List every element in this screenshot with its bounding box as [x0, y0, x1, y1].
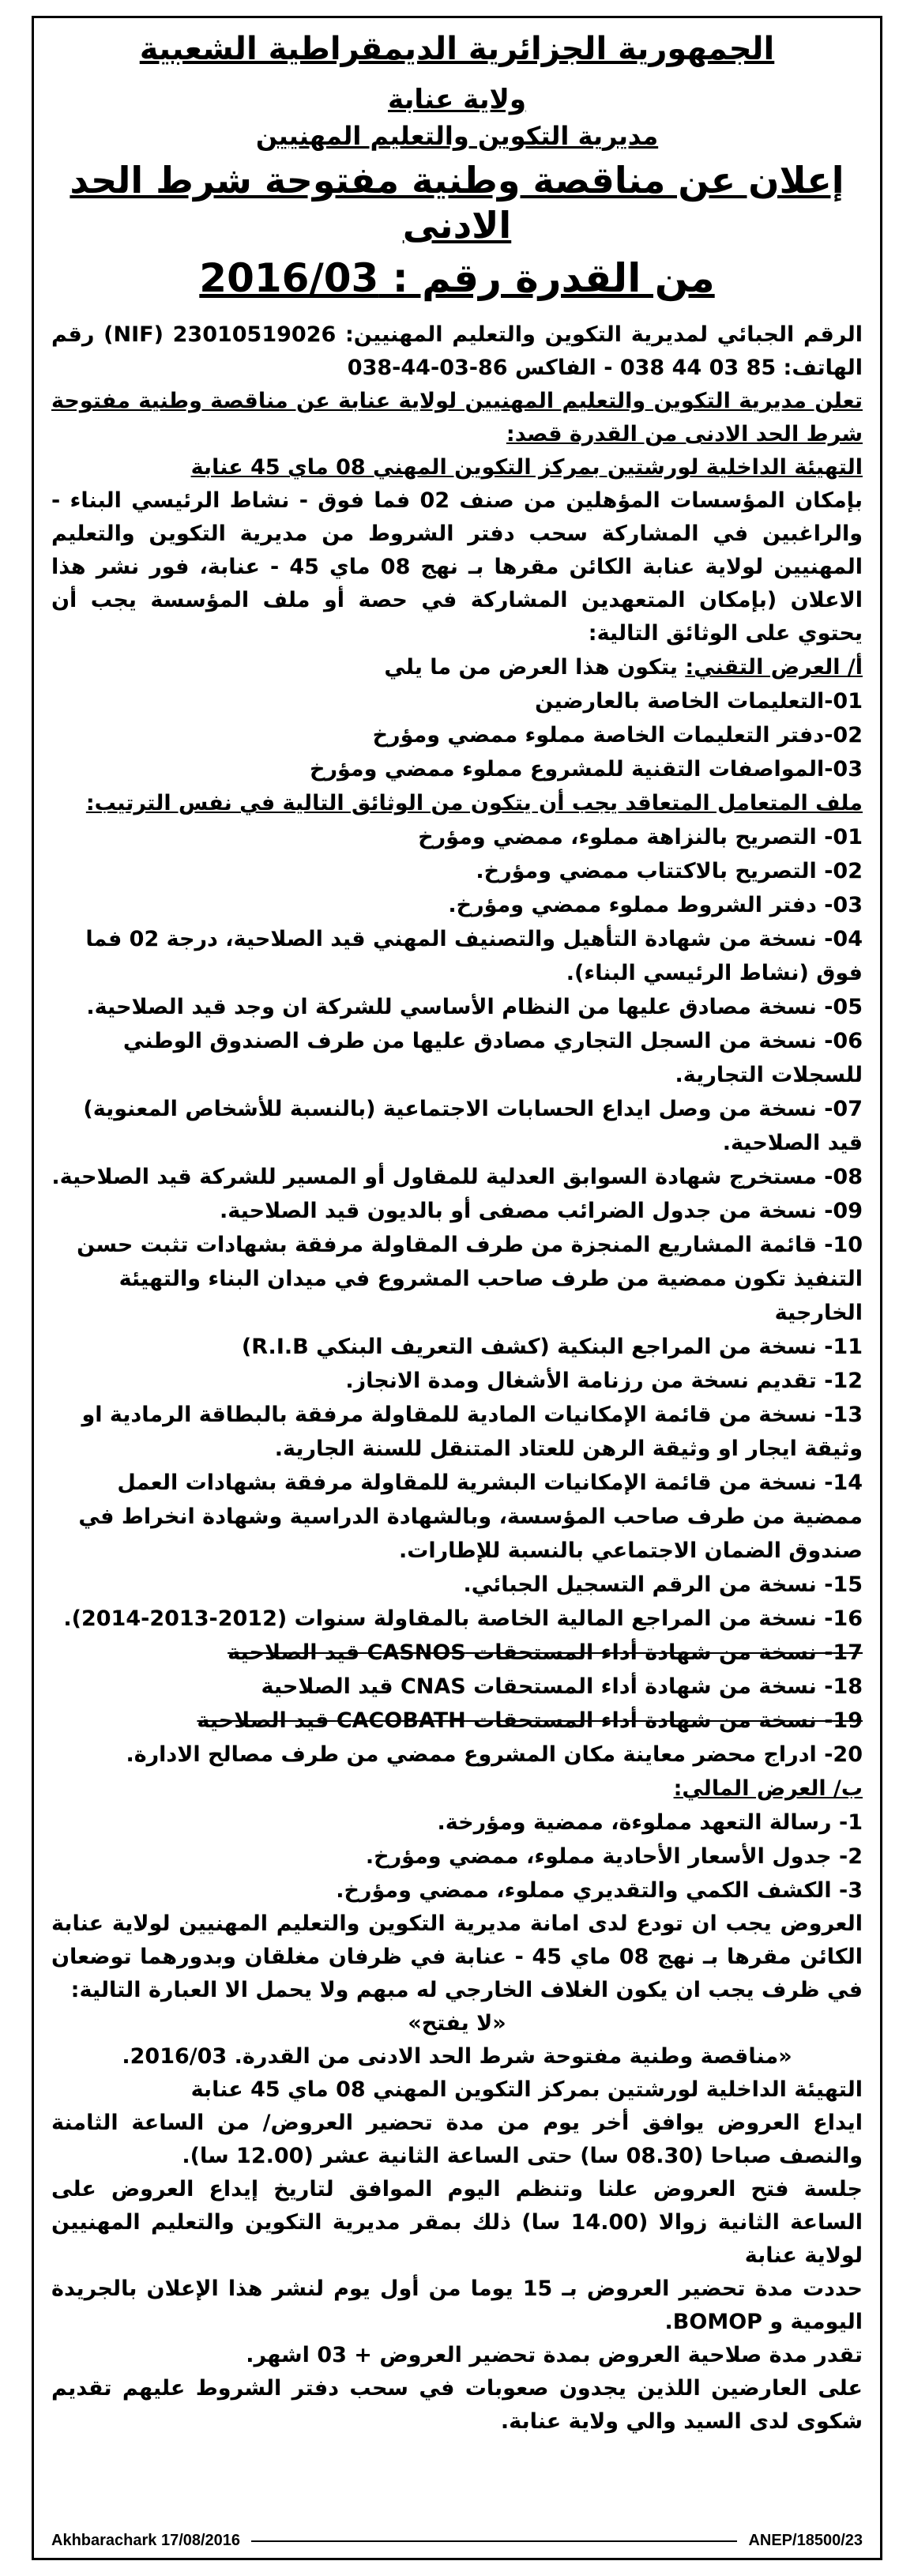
contractor-item: 13- نسخة من قائمة الإمكانيات المادية للمقاولة مرفقة بالبطاقة الرمادية او وثيقة ايجار او وثيقة الرهن للعتاد المتنقل للسنة الجارية. [81, 1403, 863, 1461]
technical-item: 03-المواصفات التقنية للمشروع مملوء ممضي ومؤرخ [309, 757, 863, 781]
deposit-hours: ايداع العروض يوافق أخر يوم من مدة تحضير العروض/ من الساعة الثامنة والنصف صباحا (08.30 سا) حتى الساعة الثانية عشر (12.00 سا). [51, 2111, 863, 2168]
footer-rule [251, 2540, 737, 2542]
contractor-item: 05- نسخة مصادق عليها من النظام الأساسي للشركة ان وجد قيد الصلاحية. [86, 995, 863, 1019]
contractor-item: 03- دفتر الشروط مملوء ممضي ومؤرخ. [448, 893, 863, 917]
contractor-item: 09- نسخة من جدول الضرائب مصفى أو بالديون قيد الصلاحية. [219, 1199, 863, 1223]
submission-instructions: العروض يجب ان تودع لدى امانة مديرية التكوين والتعليم المهنيين لولاية عنابة الكائن مقرها بـ نهج 08 ماي 45 - عنابة في ظرفان مغلقان وبدورهما توضعان في ظرف يجب ان يكون الغلاف الخارجي له مبهم ولا يحمل الا العبارة التالية: [51, 1911, 863, 2002]
tender-envelope-label: «مناقصة وطنية مفتوحة شرط الحد الادنى من القدرة. 2016/03. [122, 2044, 792, 2069]
technical-item: 01-التعليمات الخاصة بالعارضين [535, 689, 863, 714]
intro-announcement: تعلن مديرية التكوين والتعليم المهنيين لولاية عنابة عن مناقصة وطنية مفتوحة شرط الحد الادنى من القدرة قصد: [51, 389, 863, 446]
contractor-item: 02- التصريح بالاكتتاب ممضي ومؤرخ. [476, 859, 863, 883]
wilaya-name: ولاية عنابة [388, 84, 526, 115]
contractor-item: 12- تقديم نسخة من رزنامة الأشغال ومدة الانجاز. [345, 1369, 863, 1393]
complaints-notice: على العارضين اللذين يجدون صعوبات في سحب دفتر الشروط عليهم تقديم شكوى لدى السيد والي ولاية عنابة. [51, 2376, 863, 2434]
intro-tax-id: الرقم الجبائي لمديرية التكوين والتعليم المهنيين: 23010519026 (NIF) رقم الهاتف: 85 03 44 038 - الفاكس 86-03-44-038 [51, 322, 863, 380]
financial-item: 2- جدول الأسعار الأحادية مملوء، ممضي ومؤرخ. [365, 1844, 863, 1869]
contractor-item: 04- نسخة من شهادة التأهيل والتصنيف المهني قيد الصلاحية، درجة 02 فما فوق (نشاط الرئيسي البناء). [85, 927, 863, 985]
financial-offer-heading: ب/ العرض المالي: [673, 1776, 863, 1801]
technical-item: 02-دفتر التعليمات الخاصة مملوء ممضي ومؤرخ [372, 723, 863, 748]
contractor-item: 19- نسخة من شهادة أداء المستحقات CACOBATH قيد الصلاحية [197, 1708, 863, 1733]
publication-footer [51, 2532, 863, 2550]
contractor-item: 17- نسخة من شهادة أداء المستحقات CASNOS قيد الصلاحية [228, 1640, 863, 1665]
do-not-open-label: «لا يفتح» [408, 2011, 506, 2036]
announcement-title: إعلان عن مناقصة وطنية مفتوحة شرط الحد الادنى [70, 158, 844, 247]
contractor-item: 08- مستخرج شهادة السوابق العدلية للمقاول أو المسير للشركة قيد الصلاحية. [51, 1165, 863, 1189]
technical-offer-heading: أ/ العرض التقني: يتكون هذا العرض من ما يلي [384, 655, 863, 680]
anep-reference: ANEP/18500/23 [748, 2532, 863, 2549]
opening-session: جلسة فتح العروض علنا وتنظم اليوم الموافق لتاريخ إيداع العروض على الساعة الثانية زوالا (14.00 سا) ذلك بمقر مديرية التكوين والتعليم المهنيين لولاية عنابة [51, 2177, 863, 2268]
financial-item: 1- رسالة التعهد مملوءة، ممضية ومؤرخة. [437, 1810, 863, 1835]
intro-project: التهيئة الداخلية لورشتين بمركز التكوين المهني 08 ماي 45 عنابة [190, 455, 863, 480]
announcement-frame [32, 16, 882, 2560]
announcement-number: من القدرة رقم : 2016/03 [199, 254, 715, 301]
document-header [51, 29, 863, 303]
contractor-item: 10- قائمة المشاريع المنجزة من طرف المقاولة مرفقة بشهادات تثبت حسن التنفيذ تكون ممضية من طرف صاحب المشروع في ميدان البناء والتهيئة الخارجية [77, 1233, 863, 1325]
directorate-name: مديرية التكوين والتعليم المهنيين [255, 120, 659, 151]
preparation-duration: حددت مدة تحضير العروض بـ 15 يوما من أول يوم لنشر هذا الإعلان بالجريدة اليومية و BOMOP. [51, 2277, 863, 2334]
envelope-project-line: التهيئة الداخلية لورشتين بمركز التكوين المهني 08 ماي 45 عنابة [190, 2077, 863, 2102]
financial-item: 3- الكشف الكمي والتقديري مملوء، ممضي ومؤرخ. [336, 1878, 863, 1903]
contractor-item: 01- التصريح بالنزاهة مملوء، ممضي ومؤرخ [418, 825, 863, 849]
contractor-item: 16- نسخة من المراجع المالية الخاصة بالمقاولة سنوات (2012-2013-2014). [63, 1606, 863, 1631]
contractor-item: 18- نسخة من شهادة أداء المستحقات CNAS قيد الصلاحية [261, 1674, 863, 1699]
contractor-item: 07- نسخة من وصل ايداع الحسابات الاجتماعية (بالنسبة للأشخاص المعنوية) قيد الصلاحية. [83, 1097, 863, 1155]
newspaper-date: Akhbarachark 17/08/2016 [51, 2532, 241, 2549]
contractor-item: 15- نسخة من الرقم التسجيل الجبائي. [463, 1572, 863, 1597]
contractor-item: 20- ادراج محضر معاينة مكان المشروع ممضي من طرف مصالح الادارة. [126, 1742, 863, 1767]
contractor-item: 06- نسخة من السجل التجاري مصادق عليها من طرف الصندوق الوطني للسجلات التجارية. [122, 1029, 863, 1087]
contractor-item: 14- نسخة من قائمة الإمكانيات البشرية للمقاولة مرفقة بشهادات العمل ممضية من طرف صاحب المؤسسة، وبالشهادة الدراسية وشهادة انخراط في صندوق الضمان الاجتماعي بالنسبة للإطارات. [78, 1471, 863, 1563]
contractor-file-heading: ملف المتعامل المتعاقد يجب أن يتكون من الوثائق التالية في نفس الترتيب: [85, 791, 863, 815]
intro-eligibility: بإمكان المؤسسات المؤهلين من صنف 02 فما فوق - نشاط الرئيسي البناء - والراغبين في المشاركة سحب دفتر الشروط من مديرية التكوين والتعليم المهنيين لولاية عنابة الكائن مقرها بـ نهج 08 ماي 45 - عنابة، فور نشر هذا الاعلان (بإمكان المتعهدين المشاركة في حصة أو ملف المؤسسة يجب أن يحتوي على الوثائق التالية: [51, 488, 863, 646]
contractor-item: 11- نسخة من المراجع البنكية (كشف التعريف البنكي R.I.B) [241, 1335, 863, 1359]
offer-validity: تقدر مدة صلاحية العروض بمدة تحضير العروض + 03 اشهر. [246, 2343, 863, 2367]
republic-title: الجمهورية الجزائرية الديمقراطية الشعبية [139, 31, 775, 67]
